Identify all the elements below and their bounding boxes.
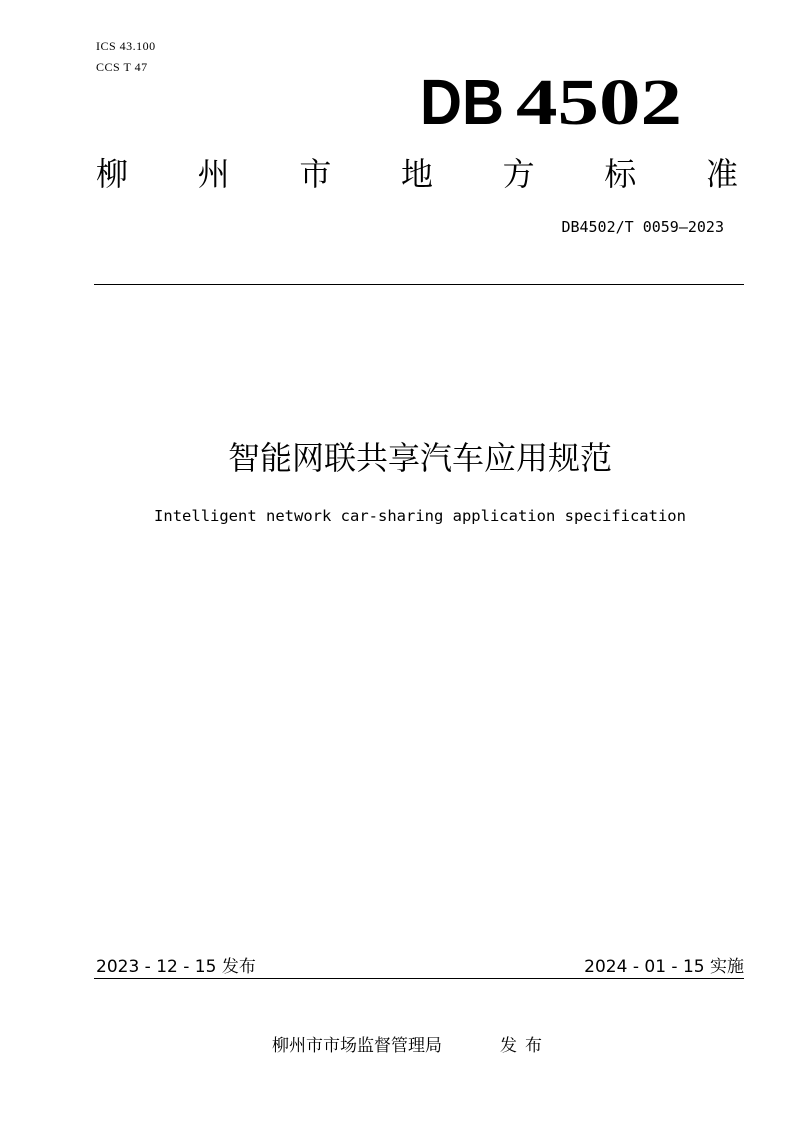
issue-label: 发布 <box>500 1036 550 1056</box>
top-divider <box>94 284 744 285</box>
standard-type-char: 标 <box>604 155 637 193</box>
bottom-divider <box>94 978 744 979</box>
db-number: 4502 <box>516 66 682 132</box>
issuing-authority: 柳州市市场监督管理局 <box>272 1036 442 1056</box>
standard-type-char: 准 <box>705 155 738 193</box>
standard-number: DB4502/T 0059—2023 <box>561 218 724 236</box>
standard-type-char: 柳 <box>96 155 129 193</box>
publish-date: 2023 - 12 - 15 发布 <box>96 957 256 977</box>
standard-type-char: 地 <box>400 155 433 193</box>
document-title-chinese: 智能网联共享汽车应用规范 <box>227 439 612 477</box>
standard-type-char: 市 <box>299 155 332 193</box>
db-prefix: DB <box>420 66 504 132</box>
ics-code: ICS 43.100 <box>96 39 156 53</box>
document-title-english: Intelligent network car-sharing application specification <box>154 507 686 525</box>
standard-type-char: 方 <box>502 155 535 193</box>
implementation-date: 2024 - 01 - 15 实施 <box>584 957 744 977</box>
standard-type-title <box>96 152 738 196</box>
standard-type-char: 州 <box>197 155 230 193</box>
standard-code-logo <box>420 66 700 132</box>
ccs-code: CCS T 47 <box>96 60 148 74</box>
